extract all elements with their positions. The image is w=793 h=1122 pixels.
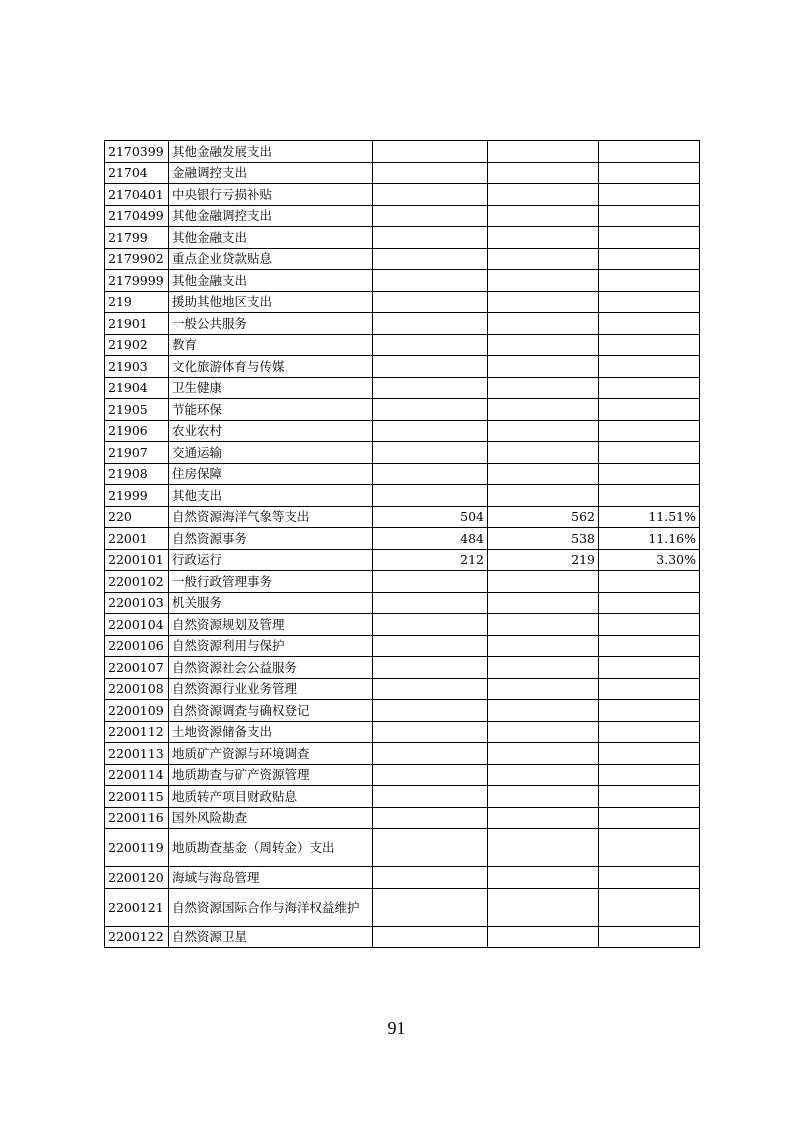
account-name-cell: 自然资源卫星 [169,926,373,948]
growth-rate-cell [599,700,700,722]
amount-cell-1 [373,463,488,485]
table-row [105,248,700,270]
amount-cell-2 [488,926,599,948]
amount-cell-1 [373,205,488,227]
growth-rate-cell [599,291,700,313]
account-code-cell: 22001 [105,528,169,550]
account-code-cell: 220 [105,506,169,528]
amount-cell-1: 504 [373,506,488,528]
account-code-cell: 21902 [105,334,169,356]
account-name-cell: 农业农村 [169,420,373,442]
amount-cell-1 [373,184,488,206]
amount-cell-1 [373,248,488,270]
growth-rate-cell [599,807,700,829]
amount-cell-2 [488,635,599,657]
amount-cell-1 [373,141,488,163]
amount-cell-2 [488,614,599,636]
account-name-cell: 一般公共服务 [169,313,373,335]
account-name-cell: 其他支出 [169,485,373,507]
account-name-cell: 其他金融调控支出 [169,205,373,227]
table-row [105,926,700,948]
amount-cell-1 [373,485,488,507]
account-name-cell: 地质勘查与矿产资源管理 [169,764,373,786]
amount-cell-2 [488,592,599,614]
amount-cell-2 [488,867,599,889]
amount-cell-1 [373,356,488,378]
account-name-cell: 重点企业贷款贴息 [169,248,373,270]
amount-cell-1 [373,313,488,335]
account-name-cell: 卫生健康 [169,377,373,399]
table-row [105,291,700,313]
account-code-cell: 2200101 [105,549,169,571]
growth-rate-cell [599,485,700,507]
growth-rate-cell [599,926,700,948]
amount-cell-1 [373,162,488,184]
amount-cell-1 [373,786,488,808]
account-name-cell: 住房保障 [169,463,373,485]
amount-cell-2 [488,377,599,399]
amount-cell-2: 219 [488,549,599,571]
amount-cell-1 [373,635,488,657]
account-name-cell: 地质转产项目财政贴息 [169,786,373,808]
table-row [105,635,700,657]
account-name-cell: 援助其他地区支出 [169,291,373,313]
growth-rate-cell [599,227,700,249]
amount-cell-2 [488,829,599,867]
amount-cell-2 [488,141,599,163]
account-code-cell: 2179902 [105,248,169,270]
table-row [105,700,700,722]
growth-rate-cell [599,786,700,808]
account-code-cell: 21904 [105,377,169,399]
growth-rate-cell: 3.30% [599,549,700,571]
table-row [105,334,700,356]
account-code-cell: 2200107 [105,657,169,679]
growth-rate-cell [599,592,700,614]
account-code-cell: 21908 [105,463,169,485]
account-name-cell: 其他金融支出 [169,227,373,249]
account-name-cell: 土地资源储备支出 [169,721,373,743]
account-name-cell: 金融调控支出 [169,162,373,184]
amount-cell-2: 562 [488,506,599,528]
amount-cell-2 [488,291,599,313]
account-name-cell: 自然资源事务 [169,528,373,550]
growth-rate-cell [599,162,700,184]
table-row [105,184,700,206]
budget-table [104,140,700,948]
table-row [105,205,700,227]
growth-rate-cell [599,463,700,485]
amount-cell-2 [488,657,599,679]
account-name-cell: 国外风险勘查 [169,807,373,829]
account-code-cell: 21907 [105,442,169,464]
amount-cell-1 [373,592,488,614]
growth-rate-cell [599,867,700,889]
table-row [105,549,700,571]
growth-rate-cell [599,635,700,657]
growth-rate-cell [599,248,700,270]
amount-cell-2 [488,270,599,292]
growth-rate-cell [599,399,700,421]
amount-cell-2 [488,420,599,442]
table-row [105,786,700,808]
table-row [105,141,700,163]
account-code-cell: 2200115 [105,786,169,808]
amount-cell-1 [373,420,488,442]
account-code-cell: 2200112 [105,721,169,743]
amount-cell-1 [373,657,488,679]
account-code-cell: 21901 [105,313,169,335]
table-row [105,399,700,421]
amount-cell-1 [373,700,488,722]
account-code-cell: 2200120 [105,867,169,889]
growth-rate-cell [599,205,700,227]
amount-cell-1 [373,829,488,867]
account-code-cell: 2200102 [105,571,169,593]
amount-cell-2 [488,786,599,808]
account-code-cell: 21799 [105,227,169,249]
table-row [105,807,700,829]
amount-cell-2 [488,162,599,184]
page-number: 91 [387,1018,406,1038]
account-name-cell: 其他金融支出 [169,270,373,292]
amount-cell-2 [488,764,599,786]
amount-cell-2 [488,248,599,270]
account-code-cell: 2200108 [105,678,169,700]
amount-cell-2 [488,700,599,722]
table-row [105,313,700,335]
amount-cell-1 [373,926,488,948]
amount-cell-2 [488,205,599,227]
amount-cell-1 [373,888,488,926]
table-row [105,227,700,249]
growth-rate-cell [599,678,700,700]
amount-cell-2: 538 [488,528,599,550]
table-row [105,764,700,786]
account-code-cell: 2200103 [105,592,169,614]
account-code-cell: 2200106 [105,635,169,657]
amount-cell-1 [373,764,488,786]
budget-table-body [105,141,700,948]
amount-cell-2 [488,334,599,356]
account-code-cell: 2200113 [105,743,169,765]
account-name-cell: 其他金融发展支出 [169,141,373,163]
account-code-cell: 21905 [105,399,169,421]
table-row [105,356,700,378]
account-name-cell: 自然资源社会公益服务 [169,657,373,679]
table-row [105,867,700,889]
account-code-cell: 21704 [105,162,169,184]
growth-rate-cell [599,743,700,765]
account-name-cell: 机关服务 [169,592,373,614]
table-row [105,829,700,867]
budget-table-container [104,140,699,948]
account-name-cell: 自然资源行业业务管理 [169,678,373,700]
amount-cell-2 [488,571,599,593]
account-code-cell: 21903 [105,356,169,378]
growth-rate-cell [599,764,700,786]
growth-rate-cell [599,270,700,292]
amount-cell-1 [373,377,488,399]
growth-rate-cell [599,184,700,206]
amount-cell-1 [373,291,488,313]
growth-rate-cell [599,888,700,926]
amount-cell-2 [488,399,599,421]
amount-cell-2 [488,743,599,765]
account-code-cell: 2170399 [105,141,169,163]
account-code-cell: 2200122 [105,926,169,948]
growth-rate-cell [599,657,700,679]
growth-rate-cell [599,334,700,356]
account-name-cell: 自然资源利用与保护 [169,635,373,657]
account-name-cell: 自然资源调查与确权登记 [169,700,373,722]
account-name-cell: 自然资源国际合作与海洋权益维护 [169,888,373,926]
account-name-cell: 教育 [169,334,373,356]
account-name-cell: 海域与海岛管理 [169,867,373,889]
growth-rate-cell [599,313,700,335]
amount-cell-2 [488,485,599,507]
table-row [105,678,700,700]
amount-cell-2 [488,807,599,829]
account-name-cell: 文化旅游体育与传媒 [169,356,373,378]
table-row [105,420,700,442]
table-row [105,571,700,593]
growth-rate-cell [599,377,700,399]
account-name-cell: 自然资源规划及管理 [169,614,373,636]
table-row [105,657,700,679]
amount-cell-2 [488,888,599,926]
growth-rate-cell [599,614,700,636]
amount-cell-1 [373,270,488,292]
amount-cell-1: 484 [373,528,488,550]
account-code-cell: 2170401 [105,184,169,206]
table-row [105,506,700,528]
account-code-cell: 2179999 [105,270,169,292]
amount-cell-2 [488,463,599,485]
table-row [105,377,700,399]
amount-cell-1 [373,867,488,889]
amount-cell-1 [373,743,488,765]
table-row [105,888,700,926]
amount-cell-1 [373,678,488,700]
amount-cell-1 [373,721,488,743]
amount-cell-1 [373,571,488,593]
growth-rate-cell [599,442,700,464]
account-code-cell: 21999 [105,485,169,507]
account-code-cell: 219 [105,291,169,313]
account-name-cell: 地质矿产资源与环境调查 [169,743,373,765]
amount-cell-1 [373,442,488,464]
account-code-cell: 21906 [105,420,169,442]
account-code-cell: 2200119 [105,829,169,867]
account-name-cell: 行政运行 [169,549,373,571]
growth-rate-cell [599,356,700,378]
growth-rate-cell: 11.51% [599,506,700,528]
table-row [105,528,700,550]
amount-cell-2 [488,313,599,335]
table-row [105,270,700,292]
amount-cell-1: 212 [373,549,488,571]
amount-cell-2 [488,678,599,700]
account-name-cell: 自然资源海洋气象等支出 [169,506,373,528]
amount-cell-1 [373,399,488,421]
account-name-cell: 一般行政管理事务 [169,571,373,593]
table-row [105,463,700,485]
amount-cell-2 [488,721,599,743]
amount-cell-1 [373,807,488,829]
amount-cell-2 [488,442,599,464]
amount-cell-2 [488,356,599,378]
account-code-cell: 2200109 [105,700,169,722]
table-row [105,442,700,464]
account-code-cell: 2200114 [105,764,169,786]
account-code-cell: 2200121 [105,888,169,926]
amount-cell-1 [373,334,488,356]
account-name-cell: 节能环保 [169,399,373,421]
amount-cell-2 [488,184,599,206]
account-name-cell: 地质勘查基金（周转金）支出 [169,829,373,867]
table-row [105,721,700,743]
account-name-cell: 中央银行亏损补贴 [169,184,373,206]
growth-rate-cell: 11.16% [599,528,700,550]
table-row [105,614,700,636]
account-code-cell: 2200104 [105,614,169,636]
account-code-cell: 2170499 [105,205,169,227]
table-row [105,162,700,184]
table-row [105,743,700,765]
account-code-cell: 2200116 [105,807,169,829]
table-row [105,485,700,507]
table-row [105,592,700,614]
amount-cell-2 [488,227,599,249]
growth-rate-cell [599,829,700,867]
amount-cell-1 [373,614,488,636]
growth-rate-cell [599,141,700,163]
amount-cell-1 [373,227,488,249]
account-name-cell: 交通运输 [169,442,373,464]
growth-rate-cell [599,571,700,593]
growth-rate-cell [599,420,700,442]
growth-rate-cell [599,721,700,743]
